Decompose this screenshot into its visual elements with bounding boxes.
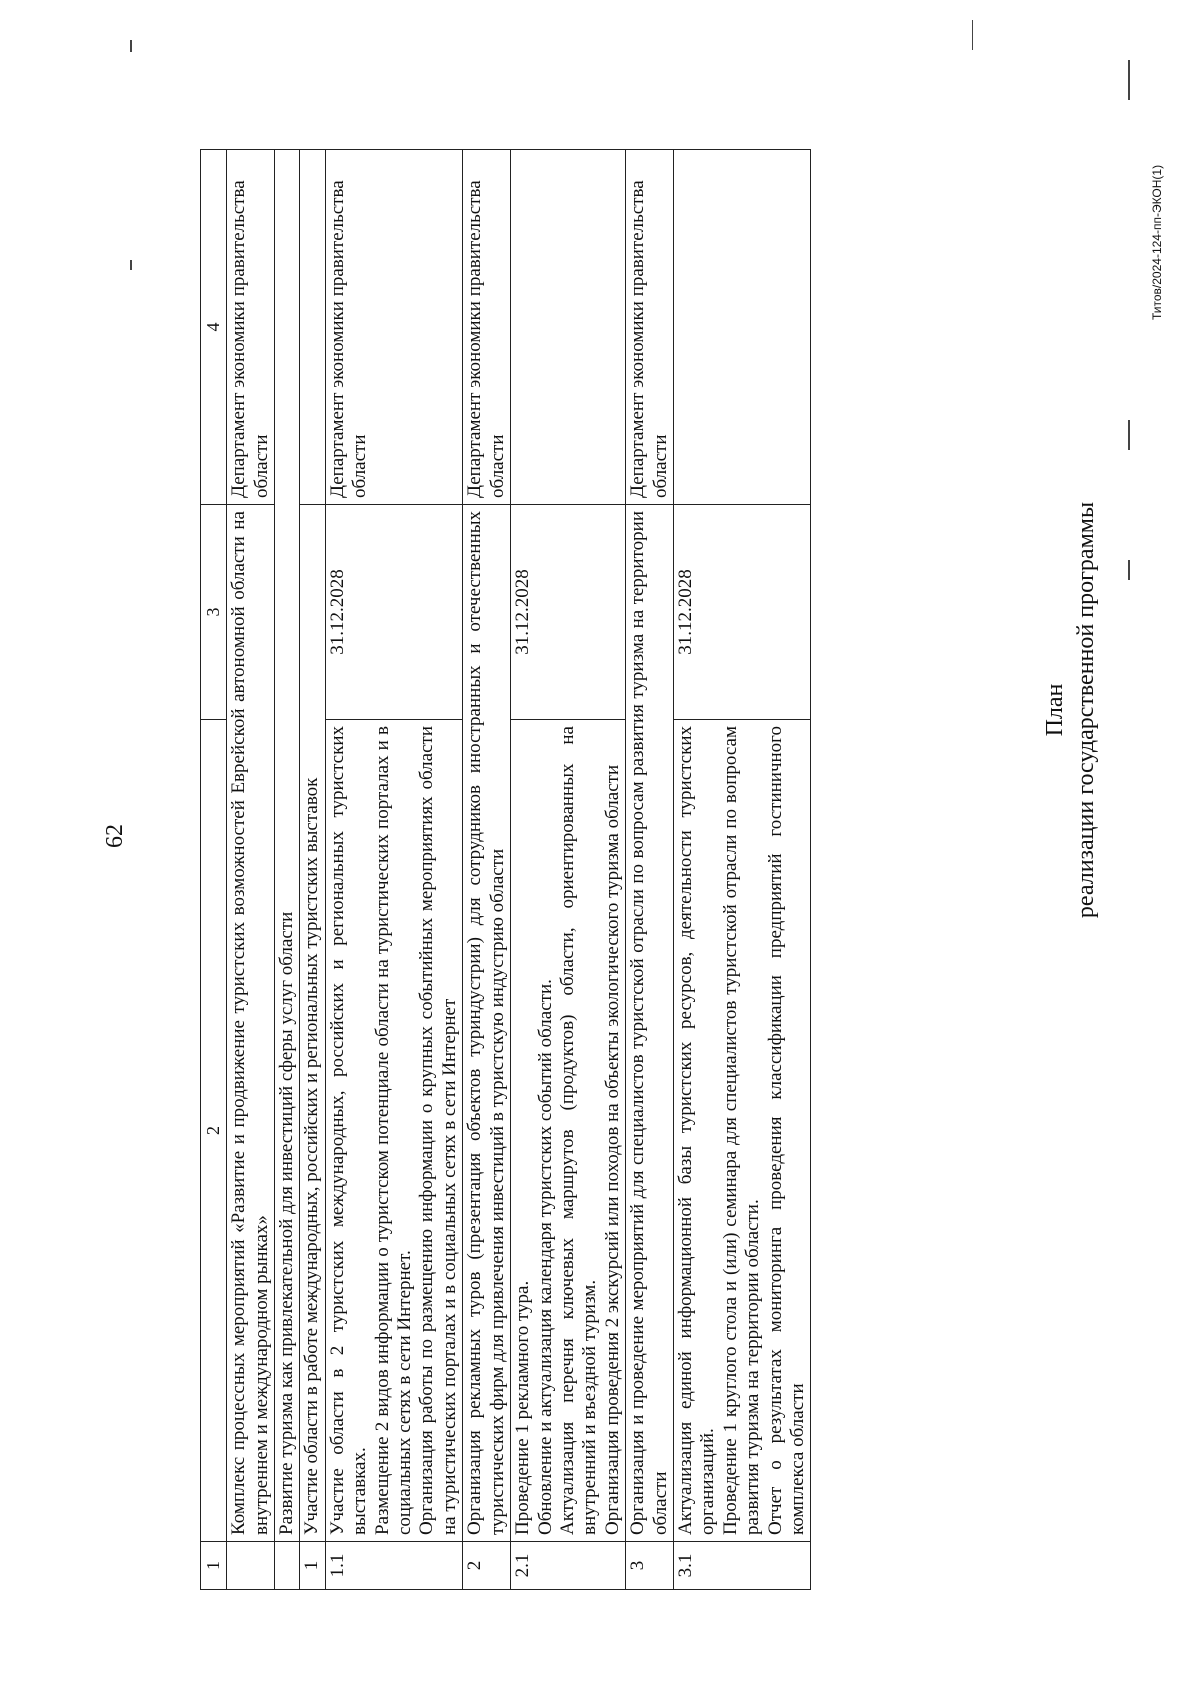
- scan-mark: [130, 40, 132, 52]
- page-number: 62: [102, 824, 128, 848]
- activity-line: Организация работы по размещению информации о крупных событийных мероприятиях области на туристических порталах и в социальных сетях в сети Интернет: [416, 726, 460, 1535]
- row-number: 2.1: [511, 1542, 626, 1590]
- header-cell: 2: [201, 720, 227, 1542]
- scan-mark: [130, 260, 132, 270]
- activity-line: Актуализация единой информационной базы туристских ресурсов, деятельности туристских организаций.: [674, 726, 719, 1535]
- activity-line: Актуализация перечня ключевых маршрутов (продуктов) области, ориентированных на внутренний и въездной туризм.: [556, 726, 601, 1535]
- plan-subtitle: реализации государственной программы: [1073, 501, 1100, 919]
- table-row: [511, 150, 626, 1590]
- activity-line: Размещение 2 видов информации о туристском потенциале области на туристических порталах и в социальных сетях в сети Интернет.: [371, 726, 416, 1535]
- scan-mark: [1128, 420, 1130, 450]
- row-activities: [325, 720, 462, 1542]
- row-number: 3: [626, 1542, 674, 1590]
- row-number: 1.1: [325, 1542, 462, 1590]
- activity-line: Проведение 1 круглого стола и (или) семинара для специалистов туристской отрасли по вопросам развития туризма на территории области.: [719, 726, 764, 1535]
- document-code: Титов/2024-124-пп-ЭКОН(1): [1150, 164, 1164, 320]
- row-responsible: Департамент экономики правительства области: [626, 150, 674, 505]
- row-description: Комплекс процессных мероприятий «Развитие и продвижение туристских возможностей Еврейской автономной области на внутреннем и международном рынках»: [227, 505, 275, 1542]
- section-title: Участие области в работе международных, российских и региональных туристских выставок: [300, 505, 325, 1542]
- scan-mark: [972, 20, 973, 50]
- plan-heading: [1040, 410, 1102, 1010]
- table-row: [673, 150, 810, 1590]
- row-number: 3.1: [673, 1542, 810, 1590]
- row-number: 1: [300, 1542, 325, 1590]
- activity-line: Организация проведения 2 экскурсий или походов на объекты экологического туризма области: [601, 764, 623, 1535]
- row-responsible: Департамент экономики правительства области: [227, 150, 275, 505]
- row-date: 31.12.2028: [325, 505, 462, 720]
- header-cell: 3: [201, 505, 227, 720]
- row-number: 2: [463, 1542, 511, 1590]
- activity-line: Обновление и актуализация календаря туристских событий области.: [534, 979, 556, 1535]
- section-title: Развитие туризма как привлекательной для инвестиций сферы услуг области: [275, 150, 300, 1542]
- row-description: Организация и проведение мероприятий для специалистов туристской отрасли по вопросам развития туризма на территории области: [626, 505, 674, 1542]
- row-description: Организация рекламных туров (презентация объектов туриндустрии) для сотрудников иностранных и отечественных туристических фирм для привлечения инвестиций в туристскую индустрию области: [463, 505, 511, 1542]
- scan-mark: [1128, 60, 1130, 100]
- table-row: [300, 150, 325, 1590]
- row-activities: [511, 720, 626, 1542]
- row-number: [227, 1542, 275, 1590]
- table-row: [463, 150, 511, 1590]
- row-responsible: [300, 150, 325, 505]
- row-date: 31.12.2028: [511, 505, 626, 720]
- header-cell: 4: [201, 150, 227, 505]
- row-responsible: Департамент экономики правительства области: [325, 150, 462, 505]
- scan-mark: [1128, 560, 1130, 580]
- table-header-row: [201, 150, 227, 1590]
- activity-line: Отчет о результатах мониторинга проведения классификации предприятий гостиничного комплекса области: [764, 726, 808, 1535]
- activity-line: Проведение 1 рекламного тура.: [512, 1280, 534, 1535]
- table-row: [227, 150, 275, 1590]
- table-row: [325, 150, 462, 1590]
- table-row: [275, 150, 300, 1590]
- row-number: [275, 1542, 300, 1590]
- row-responsible: Департамент экономики правительства области: [463, 150, 511, 505]
- plan-title: План: [1042, 683, 1068, 737]
- header-cell: 1: [201, 1542, 227, 1590]
- table-row: [626, 150, 674, 1590]
- row-activities: [673, 720, 810, 1542]
- plan-table: [200, 149, 811, 1590]
- row-responsible: [511, 150, 626, 505]
- row-date: 31.12.2028: [673, 505, 810, 720]
- activity-line: Участие области в 2 туристских международных, российских и региональных туристских выставках.: [326, 726, 371, 1535]
- row-responsible: [673, 150, 810, 505]
